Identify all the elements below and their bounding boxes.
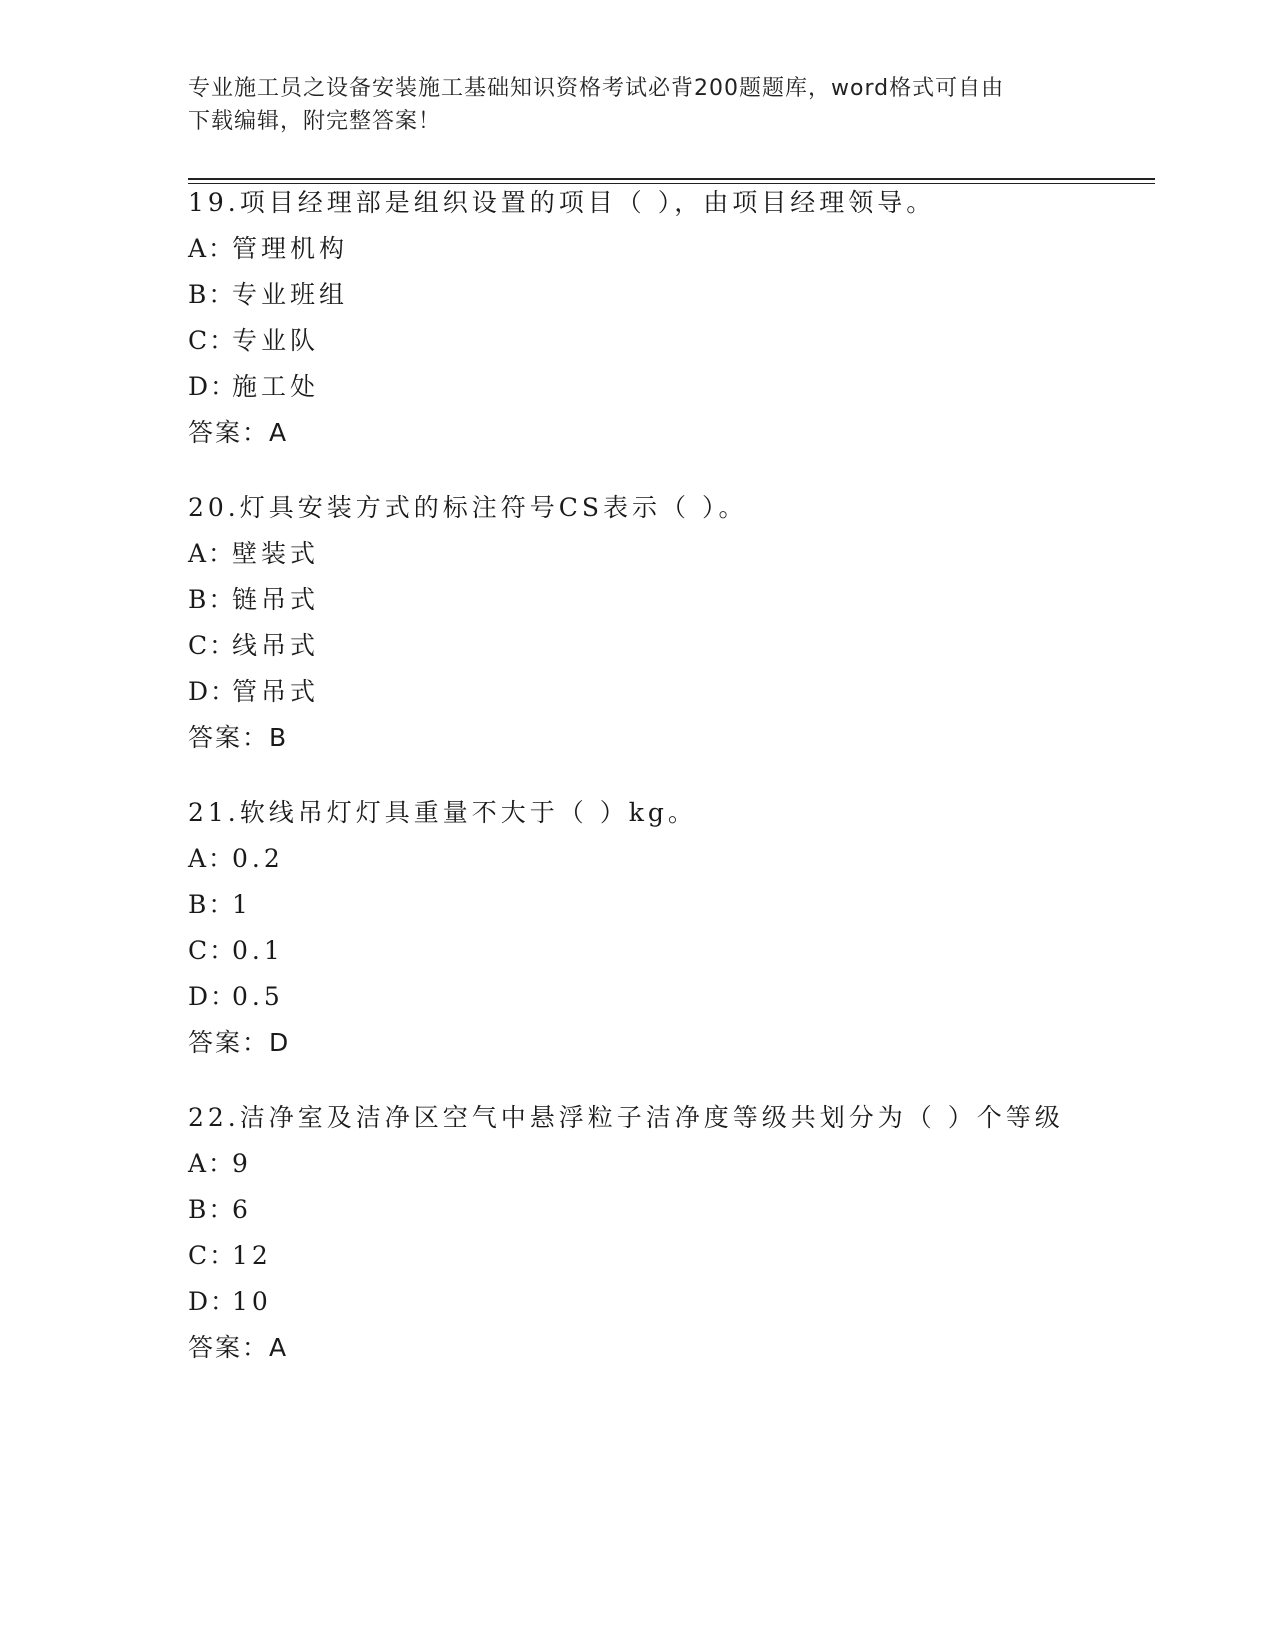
option-text: 壁装式 [232, 539, 320, 568]
option-c [188, 318, 1148, 364]
option-letter: A： [188, 234, 236, 263]
option-c [188, 623, 1148, 669]
option-text: 0.5 [232, 982, 284, 1011]
option-letter: C： [188, 631, 237, 660]
option-text: 链吊式 [232, 585, 320, 614]
option-b [188, 1187, 1148, 1233]
option-text: 10 [232, 1287, 272, 1316]
option-a [188, 226, 1148, 272]
option-d [188, 364, 1148, 410]
question-22 [188, 1095, 1148, 1371]
option-a [188, 1141, 1148, 1187]
question-21 [188, 790, 1148, 1066]
option-letter: C： [188, 1241, 237, 1270]
option-letter: B： [188, 1195, 236, 1224]
option-c [188, 928, 1148, 974]
question-19 [188, 180, 1148, 456]
option-letter: B： [188, 585, 236, 614]
option-text: 专业队 [232, 326, 320, 355]
option-text: 管理机构 [232, 234, 349, 263]
option-letter: C： [188, 326, 237, 355]
option-letter: D： [188, 372, 238, 401]
option-a [188, 836, 1148, 882]
answer-label: 答案：A [188, 1333, 289, 1362]
option-b [188, 272, 1148, 318]
option-b [188, 577, 1148, 623]
option-d [188, 1279, 1148, 1325]
option-text: 0.1 [232, 936, 284, 965]
option-text: 1 [232, 890, 252, 919]
answer-label: 答案：D [188, 1028, 291, 1057]
question-stem: 19.项目经理部是组织设置的项目（ ），由项目经理领导。 [188, 188, 936, 217]
header-line-1: 专业施工员之设备安装施工基础知识资格考试必背200题题库，word格式可自由 [188, 76, 1005, 101]
option-letter: D： [188, 1287, 238, 1316]
option-letter: B： [188, 890, 236, 919]
question-stem: 22.洁净室及洁净区空气中悬浮粒子洁净度等级共划分为（ ）个等级 [188, 1103, 1064, 1132]
option-d [188, 974, 1148, 1020]
option-d [188, 669, 1148, 715]
option-letter: D： [188, 677, 238, 706]
option-text: 施工处 [232, 372, 320, 401]
option-text: 0.2 [232, 844, 284, 873]
option-c [188, 1233, 1148, 1279]
answer-label: 答案：B [188, 723, 289, 752]
option-text: 6 [232, 1195, 252, 1224]
option-letter: B： [188, 280, 236, 309]
option-text: 专业班组 [232, 280, 349, 309]
option-letter: C： [188, 936, 237, 965]
question-20 [188, 485, 1148, 761]
answer-label: 答案：A [188, 418, 289, 447]
document-header [188, 72, 1088, 138]
option-b [188, 882, 1148, 928]
option-letter: A： [188, 539, 236, 568]
question-stem: 21.软线吊灯灯具重量不大于（ ）kg。 [188, 798, 697, 827]
header-line-2: 下载编辑，附完整答案！ [188, 109, 442, 134]
option-text: 9 [232, 1149, 252, 1178]
option-letter: A： [188, 1149, 236, 1178]
option-text: 线吊式 [232, 631, 320, 660]
option-letter: A： [188, 844, 236, 873]
option-a [188, 531, 1148, 577]
question-stem: 20.灯具安装方式的标注符号CS表示（ ）。 [188, 493, 748, 522]
option-text: 管吊式 [232, 677, 320, 706]
option-letter: D： [188, 982, 238, 1011]
option-text: 12 [232, 1241, 272, 1270]
